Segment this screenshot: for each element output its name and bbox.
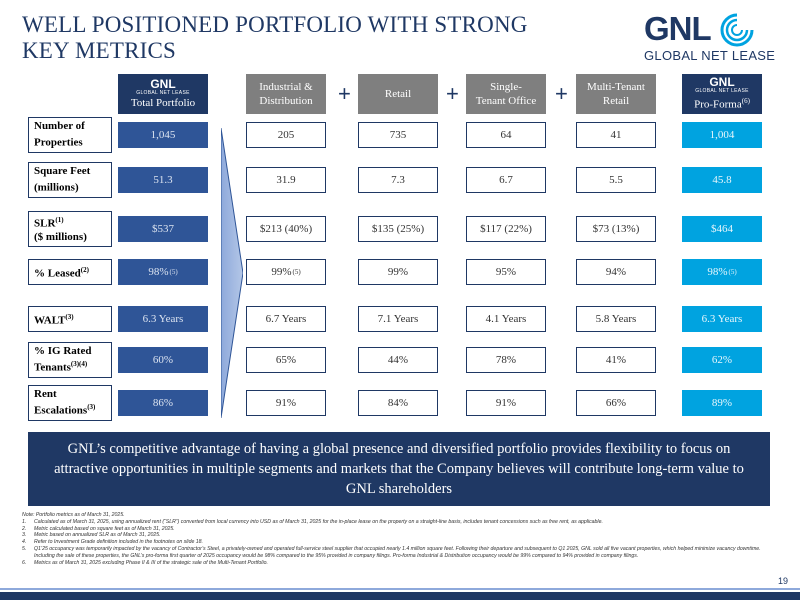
footer-accent — [0, 588, 800, 590]
table-cell — [246, 347, 326, 373]
header-label: Pro-Forma — [694, 98, 742, 111]
logo-subtitle: GLOBAL NET LEASE — [644, 48, 776, 63]
row-label — [28, 117, 112, 153]
footnote-text: Metric based on annualized SLR as of March 31, 2025. — [34, 532, 161, 539]
table-cell — [466, 347, 546, 373]
footnote-number: 3. — [22, 532, 27, 539]
table-cell — [576, 122, 656, 148]
cell-value: 98% — [148, 266, 169, 278]
row-label-line2: Properties — [34, 136, 83, 149]
table-cell — [358, 347, 438, 373]
footnote-text: Q1’25 occupancy was temporarily impacted by the vacancy of Contractor’s Steel, a privately-owned and operated full-service steel supplier that occupied nearly 1.4 million square feet. Following their departure and subsequent to Q1 2025, GNL sold all five vacant properties, which helped minimize vacancy downtime. Including the sale of these properties, the GNL’s pro-forma first quarter of 2025 occupancy would be 98% compared to the 95% provided in company filings. Pro-forma Industrial & Distribution occupancy would be 99% compared to 94% provided in company filings. — [34, 545, 761, 559]
table-cell — [682, 167, 762, 193]
cell-value: 6.3 Years — [701, 313, 743, 325]
cell-value: 60% — [152, 354, 174, 366]
cell-value: 205 — [277, 129, 295, 141]
table-cell — [466, 167, 546, 193]
footnote-number: 4. — [22, 539, 27, 546]
footnote-number: 1. — [22, 518, 27, 525]
footer-bar — [0, 592, 800, 600]
row-label-footnote: (3)(4) — [70, 360, 88, 369]
page-title: WELL POSITIONED PORTFOLIO WITH STRONG KEY METRICS — [22, 12, 528, 63]
cell-value: $135 (25%) — [371, 223, 425, 235]
cell-value: 6.7 — [499, 174, 513, 186]
row-label-footnote: (2) — [80, 265, 89, 274]
cell-footnote: (5) — [728, 268, 737, 276]
row-label-line1: SLR — [34, 217, 56, 230]
row-label-footnote: (3) — [87, 403, 96, 412]
cell-value: 86% — [152, 397, 174, 409]
table-cell — [466, 259, 546, 285]
table-cell — [358, 259, 438, 285]
row-label-line1: Rent — [34, 388, 57, 401]
table-cell — [358, 390, 438, 416]
footnote-text: Metrics as of March 31, 2025 excluding Phase II & III of the strategic sale of the Multi-Tenant Portfolio. — [34, 559, 268, 566]
gnl-swirl-icon — [720, 13, 758, 47]
cell-value: 41 — [610, 129, 622, 141]
row-label — [28, 162, 112, 198]
row-label — [28, 259, 112, 285]
cell-value: 95% — [495, 266, 517, 278]
table-cell — [118, 390, 208, 416]
cell-value: 91% — [495, 397, 517, 409]
cell-value: 45.8 — [712, 174, 732, 186]
footnote-item — [22, 532, 782, 539]
cell-value: 7.3 — [391, 174, 405, 186]
cell-value: 99% — [271, 266, 292, 278]
gnl-logo — [630, 10, 780, 66]
table-cell — [682, 390, 762, 416]
plus-operator: + — [446, 81, 459, 106]
cell-value: 5.8 Years — [595, 313, 637, 325]
table-cell — [682, 259, 762, 285]
table-cell — [466, 122, 546, 148]
row-label — [28, 385, 112, 421]
table-cell — [576, 259, 656, 285]
footnote-item — [22, 560, 782, 567]
table-cell — [682, 122, 762, 148]
row-label-line2: Tenants — [34, 361, 71, 374]
cell-value: 6.7 Years — [265, 313, 307, 325]
cell-value: 1,045 — [150, 129, 176, 141]
row-label-line1: Square Feet — [34, 165, 91, 178]
footnote-intro: Note: Portfolio metrics as of March 31, 2025. — [22, 512, 125, 518]
table-cell — [246, 122, 326, 148]
footnote-number: 2. — [22, 525, 27, 532]
table-cell — [576, 347, 656, 373]
cell-value: 78% — [495, 354, 517, 366]
table-cell — [118, 122, 208, 148]
cell-value: 98% — [707, 266, 728, 278]
cell-value: 64 — [500, 129, 512, 141]
header-total-portfolio — [118, 74, 208, 114]
cell-value: $117 (22%) — [480, 223, 532, 235]
cell-value: 65% — [275, 354, 297, 366]
header-retail — [358, 74, 438, 114]
table-cell — [358, 167, 438, 193]
table-cell — [358, 306, 438, 332]
table-cell — [246, 259, 326, 285]
header-logo-subtitle: GLOBAL NET LEASE — [136, 90, 190, 96]
table-cell — [118, 167, 208, 193]
header-logo-word: GNL — [709, 75, 735, 90]
table-cell — [576, 167, 656, 193]
cell-value: $213 (40%) — [259, 223, 313, 235]
row-label-line2: Escalations — [34, 404, 88, 417]
header-line1: Multi-Tenant — [587, 81, 645, 93]
table-cell — [358, 122, 438, 148]
table-cell — [682, 306, 762, 332]
header-line2: Distribution — [259, 95, 313, 107]
row-label — [28, 306, 112, 332]
cell-value: 51.3 — [153, 174, 173, 186]
table-cell — [246, 216, 326, 242]
header-line1: Single- — [490, 81, 522, 93]
footnote-text: Refer to Investment Grade definition included in the footnotes on slide 18. — [34, 539, 203, 546]
plus-operator: + — [555, 81, 568, 106]
row-label-line1: WALT — [34, 314, 66, 327]
cell-value: 94% — [605, 266, 627, 278]
table-cell — [576, 306, 656, 332]
cell-value: 66% — [605, 397, 627, 409]
row-label-footnote: (3) — [65, 312, 74, 321]
header-industrial — [246, 74, 326, 114]
table-cell — [118, 306, 208, 332]
cell-value: 5.5 — [609, 174, 623, 186]
cell-value: 41% — [605, 354, 627, 366]
cell-footnote: (5) — [169, 268, 178, 276]
table-cell — [682, 347, 762, 373]
cell-value: 62% — [711, 354, 733, 366]
cell-value: 99% — [387, 266, 409, 278]
cell-value: $73 (13%) — [592, 223, 640, 235]
table-cell — [576, 216, 656, 242]
footnote-item — [22, 526, 782, 533]
summary-banner — [28, 432, 770, 506]
row-label — [28, 211, 112, 247]
table-cell — [246, 167, 326, 193]
logo-word: GNL — [644, 10, 711, 47]
flow-arrow-icon — [221, 128, 243, 418]
row-label-line1: % Leased — [34, 267, 81, 280]
table-cell — [466, 306, 546, 332]
row-label-line1: % IG Rated — [34, 345, 92, 358]
header-label: Total Portfolio — [130, 97, 196, 109]
cell-footnote: (5) — [292, 268, 301, 276]
footnote-number: 5. — [22, 545, 27, 552]
footnote-item — [22, 519, 782, 526]
table-cell — [576, 390, 656, 416]
header-logo-word: GNL — [150, 77, 176, 91]
footnote-text: Metric calculated based on square feet as of March 31, 2025. — [34, 525, 175, 532]
summary-banner-text: GNL’s competitive advantage of having a global presence and diversified portfolio provides flexibility to focus on attractive opportunities in multiple segments and markets that the Company believes will contribute long-term value to GNL shareholders — [54, 441, 744, 497]
cell-value: 1,004 — [709, 129, 735, 141]
header-logo-subtitle: GLOBAL NET LEASE — [695, 88, 749, 95]
header-footnote: (6) — [741, 97, 750, 106]
table-cell — [118, 347, 208, 373]
row-label-line2: (millions) — [34, 181, 79, 194]
header-pro-forma — [682, 74, 762, 114]
cell-value: 31.9 — [276, 174, 296, 186]
header-line2: Retail — [602, 95, 630, 107]
table-cell — [358, 216, 438, 242]
table-cell — [118, 216, 208, 242]
table-cell — [118, 259, 208, 285]
footnotes — [22, 512, 782, 566]
cell-value: $464 — [711, 223, 733, 235]
footnote-text: Calculated as of March 31, 2025, using annualized rent (“SLR”) converted from local currency into USD as of March 31, 2025 for the in-place lease on the property on a straight-line basis, includes tenant concessions such as free rent, as applicable. — [34, 518, 603, 525]
footnote-number: 6. — [22, 559, 27, 566]
header-multi-tenant-retail — [576, 74, 656, 114]
row-label — [28, 342, 112, 378]
footnote-item — [22, 546, 782, 560]
cell-value: 4.1 Years — [485, 313, 527, 325]
header-single-tenant-office — [466, 74, 546, 114]
footnote-item — [22, 539, 782, 546]
cell-value: 91% — [275, 397, 297, 409]
row-label-footnote: (1) — [55, 216, 64, 225]
header-line1: Retail — [384, 88, 412, 100]
cell-value: 89% — [711, 397, 733, 409]
cell-value: 7.1 Years — [377, 313, 419, 325]
header-line2: Tenant Office — [475, 95, 537, 107]
table-cell — [246, 306, 326, 332]
cell-value: $537 — [152, 223, 174, 235]
table-cell — [466, 216, 546, 242]
row-label-line1: Number of — [34, 120, 85, 133]
table-cell — [246, 390, 326, 416]
cell-value: 44% — [387, 354, 409, 366]
table-cell — [682, 216, 762, 242]
cell-value: 84% — [387, 397, 409, 409]
header-line1: Industrial & — [259, 81, 313, 93]
plus-operator: + — [338, 81, 351, 106]
page-number: 19 — [777, 576, 788, 586]
cell-value: 6.3 Years — [142, 313, 184, 325]
cell-value: 735 — [389, 129, 407, 141]
table-cell — [466, 390, 546, 416]
row-label-line2: ($ millions) — [34, 230, 87, 243]
